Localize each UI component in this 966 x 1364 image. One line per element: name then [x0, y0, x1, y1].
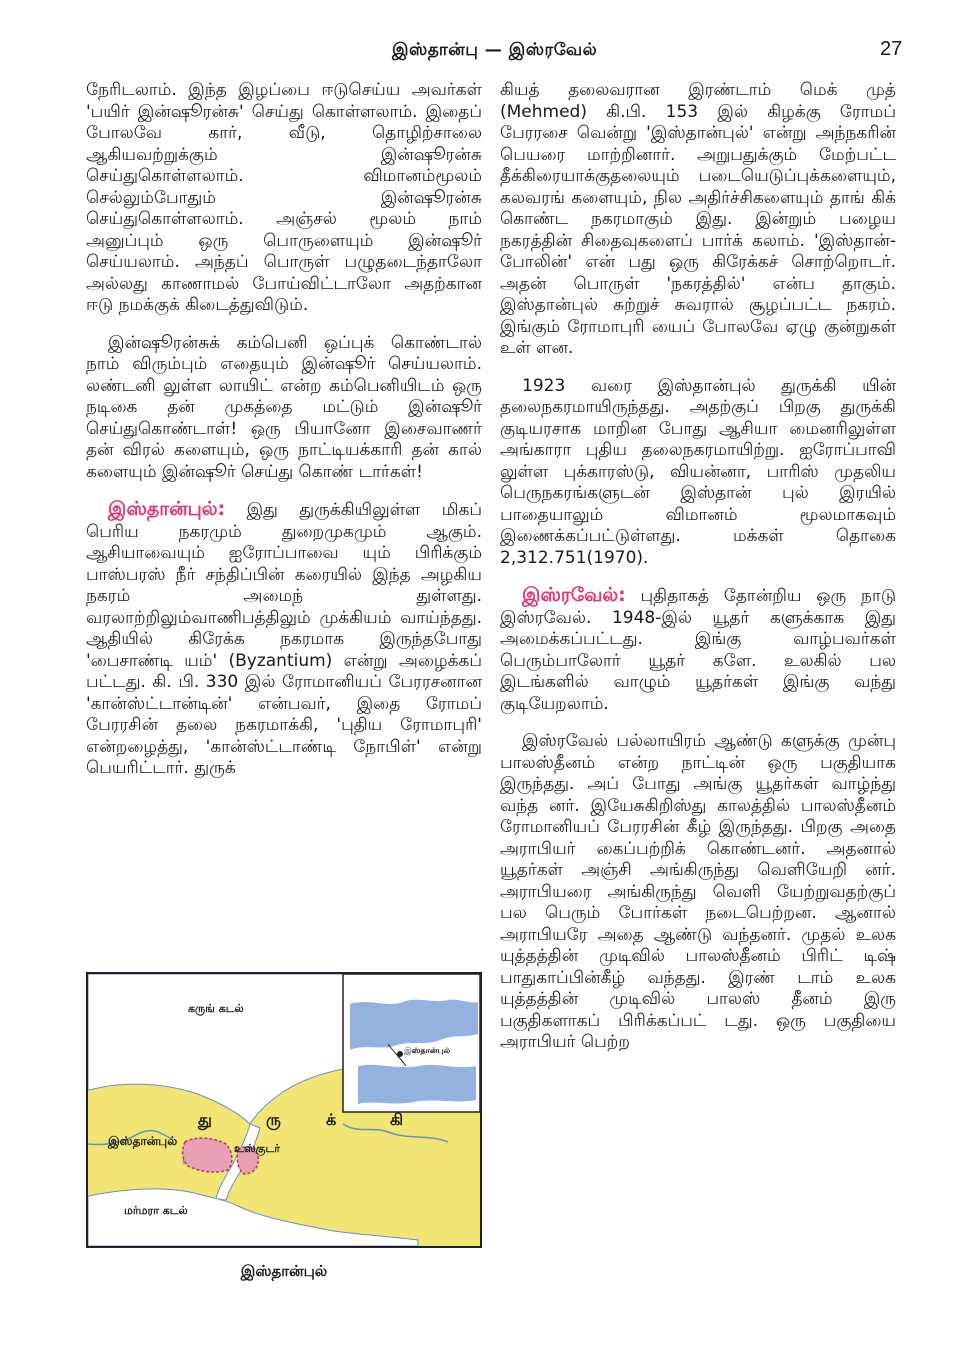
running-title: இஸ்தான்பு — இஸ்ரவேல் [392, 40, 598, 60]
heading-istanbul: இஸ்தான்புல்: [108, 498, 226, 520]
label-marmara: மர்மரா கடல் [124, 1204, 188, 1217]
left-column [86, 80, 482, 796]
paragraph-insurance-1: நேரிடலாம். இந்த இழப்பை ஈடுசெய்ய அவர்கள் 'பயிர் இன்ஷூரன்சு' செய்து கொள்ளலாம். இதைப் போலவே கார், வீடு, தொழிற்சாலை ஆகியவற்றுக்கும் இன்ஷூரன்சு செய்துகொள்ளலாம். விமானம்மூலம் செல்லும்போதும் இன்ஷூரன்சு செய்துகொள்ளலாம். அஞ்சல் மூலம் நாம் அனுப்பும் ஒரு பொருளையும் இன்ஷூர் செய்யலாம். அந்தப் பொருள் பழுதடைந்தாலோ அல்லது காணாமல் போய்விட்டாலோ அதற்கான ஈடு நமக்குக் கிடைத்துவிடும். [86, 80, 482, 315]
right-column [500, 80, 896, 1070]
paragraph-istanbul-cont: கியத் தலைவரான இரண்டாம் மெக் முத் (Mehmed) கி.பி. 153 இல் கிழக்கு ரோமப் பேரரசை வென்று 'இஸ்தான்புல்' என்று அந்நகரின் பெயரை மாற்றினார். அறுபதுக்கும் மேற்பட்ட தீக்கிரையாக்குதலையும் படையெடுப்புக்களையும், கலவரங் களையும், நில அதிர்ச்சிகளையும் தாங் கிக் கொண்ட நகரமாகும் இது. இன்றும் பழைய நகரத்தின் சிதைவுகளைப் பார்க் கலாம். 'இஸ்தான்-போலின்' என் பது ஒரு கிரேக்கச் சொற்றொடர். அதன் பொருள் 'நகரத்தில்' என்ப தாகும். இஸ்தான்புல் சுற்றுச் சுவரால் சூழப்பட்ட நகரம். இங்கும் ரோமாபுரி யைப் போலவே ஏழு குன்றுகள் உள் ளன. [500, 80, 896, 358]
label-turkey-3: க் [326, 1110, 337, 1129]
paragraph-israel [500, 585, 896, 715]
inset-sea-south [358, 1065, 476, 1104]
page-header [0, 40, 966, 80]
label-turkey-2: ரு [266, 1110, 281, 1129]
paragraph-insurance-2: இன்ஷூரன்சுக் கம்பெனி ஒப்புக் கொண்டால் நாம் விரும்பும் எதையும் இன்ஷூர் செய்யலாம். லண்டனி லுள்ள லாயிட் என்ற கம்பெனியிடம் ஒரு நடிகை தன் முகத்தை மட்டும் இன்ஷூர் செய்துகொண்டாள்! ஒரு பியானோ இசைவாணர் தன் விரல் களையும், ஒரு நாட்டியக்காரி தன் கால் களையும் இன்ஷூர் செய்து கொண் டார்கள்! [86, 332, 482, 482]
label-uskudar: உஸ்குடர் [234, 1142, 281, 1155]
heading-israel: இஸ்ரவேல்: [522, 584, 626, 606]
paragraph-istanbul [86, 499, 482, 780]
label-turkey-1: து [198, 1110, 212, 1129]
istanbul-map [86, 972, 482, 1248]
label-black-sea: கருங் கடல் [188, 1002, 244, 1015]
paragraph-israel-history: இஸ்ரவேல் பல்லாயிரம் ஆண்டு களுக்கு முன்பு பாலஸ்தீனம் என்ற நாட்டின் ஒரு பகுதியாக இருந்தது. அப் போது அங்கு யூதர்கள் வாழ்ந்து வந்த னர். இயேசுகிறிஸ்து காலத்தில் பாலஸ்தீனம் ரோமானியப் பேரரசின் கீழ் இருந்தது. பிறகு அதை அராபியர் கைப்பற்றிக் கொண்டனர். அதனால் யூதர்கள் அஞ்சி அங்கிருந்து வெளியேறி னர். அராபியரை அங்கிருந்து வெளி யேற்றுவதற்குப் பல பெரும் போர்கள் நடைபெற்றன. ஆனால் அராபியரே அதை ஆண்டு வந்தனர். முதல் உலக யுத்தத்தின் முடிவில் பாலஸ்தீனம் பிரிட் டிஷ் பாதுகாப்பின்கீழ் வந்தது. இரண் டாம் உலக யுத்தத்தின் முடிவில் பாலஸ் தீனம் இரு பகுதிகளாகப் பிரிக்கப்பட் டது. ஒரு பகுதியை அராபியர் பெற்ற [500, 731, 896, 1052]
label-turkey-4: கி [390, 1110, 404, 1129]
paragraph-istanbul-text: இது துருக்கியிலுள்ள மிகப் பெரிய நகரமும் துறைமுகமும் ஆகும். ஆசியாவையும் ஐரோப்பாவை யும் பிரிக்கும் பாஸ்பரஸ் நீர் சந்திப்பின் கரையில் இந்த அழகிய நகரம் அமைந் துள்ளது. வரலாற்றிலும்வாணிபத்திலும் முக்கியம் வாய்ந்தது. ஆதியில் கிரேக்க நகரமாக இருந்தபோது 'பைசாண்டி யம்' (Byzantium) என்று அழைக்கப் பட்டது. கி. பி. 330 இல் ரோமானியப் பேரரசனான 'கான்ஸ்ட்டான்டின்' என்பவர், இதை ரோமப் பேரரசின் தலை நகரமாக்கி, 'புதிய ரோமாபுரி' என்றழைத்து, 'கான்ஸ்ட்டாண்டி நோபிள்' என்று பெயரிட்டார். துருக் [86, 500, 482, 778]
map-caption: இஸ்தான்புல் [240, 1262, 328, 1280]
paragraph-istanbul-1923: 1923 வரை இஸ்தான்புல் துருக்கி யின் தலைநகரமாயிருந்தது. அதற்குப் பிறகு துருக்கி குடியரசாக மாறின போது ஆசியா மைனரிலுள்ள அங்காரா புதிய தலைநகரமாயிற்று. ஐரோப்பாவி லுள்ள புக்காரஸ்டு, வியன்னா, பாரிஸ் முதலிய பெருநகரங்களுடன் இஸ்தான் புல் இரயில் பாதையாலும் விமானம் மூலமாகவும் இணைக்கப்பட்டுள்ளது. மக்கள் தொகை 2,312.751(1970). [500, 375, 896, 568]
paragraph-israel-text: புதிதாகத் தோன்றிய ஒரு நாடு இஸ்ரவேல். 1948-இல் யூதர் களுக்காக இது அமைக்கப்பட்டது. இங்கு வாழ்பவர்கள் பெரும்பாலோர் யூதர் களே. உலகில் பல இடங்களில் வாழும் யூதர்கள் இங்கு வந்து குடியேறலாம். [500, 586, 896, 714]
label-istanbul: இஸ்தான்புல் [108, 1134, 178, 1148]
inset-label-istanbul: இஸ்தான்புல் [404, 1046, 451, 1055]
inset-istanbul-marker [397, 1051, 403, 1057]
page-number: 27 [880, 38, 903, 60]
